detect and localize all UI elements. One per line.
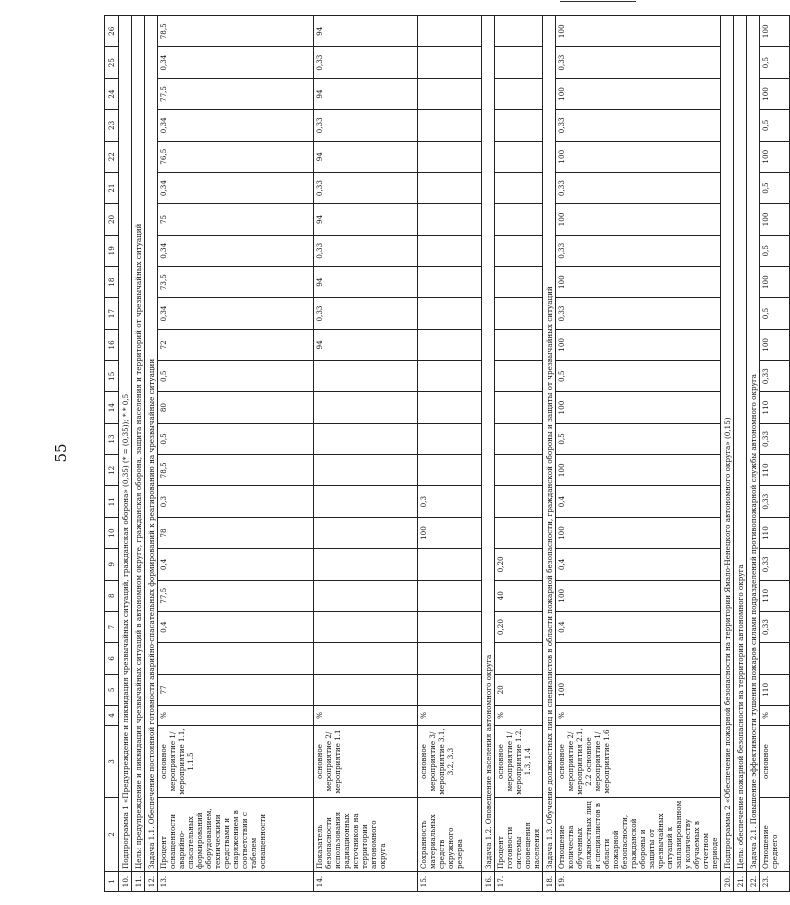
basis-cell: основное мероприятие 3/ мероприятие 3.1, 3.2, 3.3	[418, 726, 482, 798]
value-cell	[495, 643, 543, 674]
value-cell	[495, 16, 543, 47]
row-number: 17.	[495, 872, 543, 892]
value-cell: 100	[418, 517, 482, 548]
value-cell: 0,3	[158, 486, 314, 517]
value-cell: 0,33	[314, 47, 418, 78]
value-cell	[314, 580, 418, 611]
value-cell	[314, 611, 418, 642]
value-cell	[418, 392, 482, 423]
header-cell: 10	[105, 517, 119, 548]
value-cell: 0,33	[314, 172, 418, 203]
section-title: Задача 1.3. Обучение должностных лиц и специалистов в области пожарной безопасности, гражданской обороны и защиты от чрезвычайных ситуаций	[543, 16, 556, 872]
value-cell: 94	[314, 329, 418, 360]
section-row	[734, 16, 747, 892]
value-cell: 110	[760, 580, 790, 611]
indicator-name: Сохранность материальных средств окружного резерва	[418, 798, 482, 872]
value-cell: 77	[158, 674, 314, 705]
header-cell: 4	[105, 706, 119, 726]
value-cell	[760, 643, 790, 674]
value-cell: 100	[760, 78, 790, 109]
section-title: Задача 2.1. Повышение эффективности тушения пожаров силами подразделений противопожарной службы автономного округа	[747, 16, 760, 872]
value-cell	[418, 455, 482, 486]
value-cell	[314, 392, 418, 423]
value-cell: 110	[760, 455, 790, 486]
value-cell	[495, 235, 543, 266]
value-cell: 0,33	[556, 298, 721, 329]
value-cell: 100	[556, 204, 721, 235]
header-cell: 9	[105, 549, 119, 580]
value-cell	[418, 329, 482, 360]
rotated-table	[104, 16, 779, 892]
indicator-name: Процент оснащенности аварийно-спасательных формирований оборудованием, техническими средствами и снаряжением в соответствии с табелем оснащенности	[158, 798, 314, 872]
value-cell: 110	[760, 392, 790, 423]
value-cell: 72	[158, 329, 314, 360]
section-title: Задача 1.2. Оповещение населения автономного округа	[482, 16, 495, 872]
value-cell	[495, 298, 543, 329]
value-cell	[495, 266, 543, 297]
value-cell	[314, 517, 418, 548]
indicator-name: Отношение количества обученных должностных лиц и специалистов в области пожарной безопасности, гражданской обороны и защиты от чрезвычайных ситуаций к запланированному количеству обучаемых в отчетном периоде	[556, 798, 721, 872]
value-cell: 100	[556, 141, 721, 172]
basis-cell: основное мероприятие 2/ мероприятия 2.1, 2.2 основное мероприятие 1/ мероприятие 1.6	[556, 726, 721, 798]
table-row	[760, 16, 790, 892]
header-cell: 21	[105, 172, 119, 203]
value-cell	[314, 455, 418, 486]
header-cell: 17	[105, 298, 119, 329]
top-rule	[560, 1, 636, 2]
basis-cell: основное мероприятие 1/ мероприятие 1.1, 1.1.5	[158, 726, 314, 798]
header-cell: 22	[105, 141, 119, 172]
header-cell: 11	[105, 486, 119, 517]
value-cell: 100	[760, 266, 790, 297]
header-cell: 26	[105, 16, 119, 47]
section-title: Задача 1.1. Обеспечение постоянной готовности аварийно-спасательных формирований к реагированию на чрезвычайные ситуации	[145, 16, 158, 872]
value-cell: 0,33	[760, 611, 790, 642]
value-cell: 100	[556, 392, 721, 423]
value-cell	[314, 643, 418, 674]
value-cell	[495, 110, 543, 141]
indicators-table	[104, 15, 790, 892]
value-cell	[418, 16, 482, 47]
value-cell: 100	[556, 16, 721, 47]
page-number: 55	[52, 443, 70, 463]
value-cell: 100	[556, 455, 721, 486]
section-title: Цель: предупреждение и ликвидация чрезвычайных ситуаций в автономном округе, гражданская оборона, защита населения и территорий от чрезвычайных ситуаций	[132, 16, 145, 872]
value-cell: 0,33	[760, 549, 790, 580]
table-row	[418, 16, 482, 892]
value-cell: 76,5	[158, 141, 314, 172]
value-cell: 100	[760, 141, 790, 172]
value-cell	[495, 172, 543, 203]
value-cell	[314, 674, 418, 705]
value-cell: 0,33	[760, 361, 790, 392]
value-cell: 100	[556, 580, 721, 611]
value-cell	[418, 141, 482, 172]
value-cell	[418, 47, 482, 78]
value-cell: 0,4	[158, 549, 314, 580]
unit-cell: %	[760, 706, 790, 726]
value-cell	[418, 204, 482, 235]
value-cell: 0,5	[760, 172, 790, 203]
value-cell: 0,5	[760, 298, 790, 329]
header-cell: 13	[105, 423, 119, 454]
row-number: 15.	[418, 872, 482, 892]
value-cell: 0,5	[760, 235, 790, 266]
value-cell	[418, 235, 482, 266]
value-cell: 0,33	[556, 110, 721, 141]
value-cell: 80	[158, 392, 314, 423]
value-cell	[418, 549, 482, 580]
header-row	[105, 16, 119, 892]
value-cell: 0,20	[495, 549, 543, 580]
value-cell: 100	[556, 266, 721, 297]
value-cell	[158, 643, 314, 674]
value-cell: 94	[314, 204, 418, 235]
value-cell: 0,5	[556, 423, 721, 454]
value-cell: 0,33	[314, 110, 418, 141]
section-row	[747, 16, 760, 892]
value-cell: 0,33	[556, 172, 721, 203]
value-cell: 78	[158, 517, 314, 548]
value-cell	[418, 580, 482, 611]
basis-cell: основное мероприятие 1/ мероприятие 1.2, 1.3, 1.4	[495, 726, 543, 798]
header-cell: 19	[105, 235, 119, 266]
value-cell	[418, 298, 482, 329]
header-cell: 7	[105, 611, 119, 642]
header-cell: 23	[105, 110, 119, 141]
value-cell	[314, 486, 418, 517]
unit-cell: %	[556, 706, 721, 726]
section-title: Цель: обеспечение пожарной безопасности на территории автономного округа	[734, 16, 747, 872]
unit-cell: %	[314, 706, 418, 726]
header-cell: 16	[105, 329, 119, 360]
value-cell	[495, 423, 543, 454]
value-cell: 0,4	[556, 549, 721, 580]
value-cell: 100	[556, 517, 721, 548]
table-row	[314, 16, 418, 892]
value-cell	[418, 172, 482, 203]
value-cell: 0,5	[158, 361, 314, 392]
value-cell: 78,5	[158, 16, 314, 47]
value-cell: 0,3	[418, 486, 482, 517]
section-row	[543, 16, 556, 892]
section-row	[721, 16, 734, 892]
header-cell: 14	[105, 392, 119, 423]
header-cell: 5	[105, 674, 119, 705]
value-cell: 73,5	[158, 266, 314, 297]
header-cell: 1	[105, 872, 119, 892]
header-cell: 6	[105, 643, 119, 674]
value-cell: 0,34	[158, 172, 314, 203]
value-cell: 78,5	[158, 455, 314, 486]
basis-cell: основное	[760, 726, 790, 798]
section-title: Подпрограмма 2 «Обеспечение пожарной безопасности на территории Ямало-Ненецкого автономного округа» (0,15)	[721, 16, 734, 872]
value-cell	[418, 674, 482, 705]
value-cell: 0,4	[556, 486, 721, 517]
value-cell	[314, 423, 418, 454]
row-number: 20.	[721, 872, 734, 892]
value-cell: 40	[495, 580, 543, 611]
value-cell: 94	[314, 78, 418, 109]
value-cell	[418, 110, 482, 141]
value-cell	[495, 47, 543, 78]
value-cell: 100	[556, 78, 721, 109]
row-number: 13.	[158, 872, 314, 892]
table-row	[495, 16, 543, 892]
value-cell	[418, 423, 482, 454]
value-cell: 110	[760, 517, 790, 548]
indicator-name: Отношение среднего	[760, 798, 790, 872]
row-number: 22.	[747, 872, 760, 892]
value-cell: 0,5	[760, 110, 790, 141]
value-cell: 75	[158, 204, 314, 235]
row-number: 14.	[314, 872, 418, 892]
value-cell: 77,5	[158, 580, 314, 611]
header-cell: 2	[105, 798, 119, 872]
header-cell: 15	[105, 361, 119, 392]
value-cell: 0,34	[158, 235, 314, 266]
value-cell: 0,4	[556, 611, 721, 642]
row-number: 18.	[543, 872, 556, 892]
header-cell: 25	[105, 47, 119, 78]
value-cell	[418, 78, 482, 109]
section-row	[145, 16, 158, 892]
value-cell: 0,33	[760, 423, 790, 454]
row-number: 10.	[119, 872, 132, 892]
value-cell	[495, 486, 543, 517]
value-cell: 94	[314, 141, 418, 172]
value-cell: 0,5	[158, 423, 314, 454]
value-cell: 0,33	[314, 235, 418, 266]
value-cell: 0,33	[760, 486, 790, 517]
unit-cell: %	[495, 706, 543, 726]
value-cell	[495, 455, 543, 486]
value-cell: 20	[495, 674, 543, 705]
value-cell	[418, 643, 482, 674]
value-cell	[495, 141, 543, 172]
value-cell: 100	[556, 329, 721, 360]
value-cell	[418, 266, 482, 297]
indicator-name: Процент готовности системы оповещения населения	[495, 798, 543, 872]
table-row	[556, 16, 721, 892]
header-cell: 8	[105, 580, 119, 611]
header-cell: 3	[105, 726, 119, 798]
header-cell: 18	[105, 266, 119, 297]
unit-cell: %	[158, 706, 314, 726]
value-cell: 110	[760, 674, 790, 705]
row-number: 12.	[145, 872, 158, 892]
section-row	[119, 16, 132, 892]
value-cell	[495, 517, 543, 548]
header-cell: 20	[105, 204, 119, 235]
value-cell	[418, 611, 482, 642]
row-number: 11.	[132, 872, 145, 892]
value-cell: 100	[760, 329, 790, 360]
value-cell: 0,33	[556, 47, 721, 78]
value-cell: 100	[556, 674, 721, 705]
header-cell: 24	[105, 78, 119, 109]
value-cell: 0,5	[760, 47, 790, 78]
value-cell	[314, 549, 418, 580]
value-cell: 0,34	[158, 298, 314, 329]
rotated-table-area	[104, 16, 779, 892]
value-cell: 100	[760, 204, 790, 235]
row-number: 19.	[556, 872, 721, 892]
value-cell	[495, 329, 543, 360]
section-row	[482, 16, 495, 892]
row-number: 23.	[760, 872, 790, 892]
value-cell: 0,33	[314, 298, 418, 329]
value-cell: 0,34	[158, 47, 314, 78]
value-cell: 0,33	[556, 235, 721, 266]
value-cell: 0,20	[495, 611, 543, 642]
value-cell	[495, 78, 543, 109]
value-cell: 77,5	[158, 78, 314, 109]
section-row	[132, 16, 145, 892]
value-cell: 100	[760, 16, 790, 47]
value-cell	[495, 204, 543, 235]
value-cell: 0,4	[158, 611, 314, 642]
row-number: 16.	[482, 872, 495, 892]
basis-cell: основное мероприятие 2/ мероприятие 1.1	[314, 726, 418, 798]
row-number: 21.	[734, 872, 747, 892]
value-cell	[418, 361, 482, 392]
value-cell: 0,5	[556, 361, 721, 392]
value-cell: 94	[314, 16, 418, 47]
value-cell: 94	[314, 266, 418, 297]
table-row	[158, 16, 314, 892]
value-cell	[495, 361, 543, 392]
value-cell	[314, 361, 418, 392]
unit-cell: %	[418, 706, 482, 726]
indicator-name: Показатель безопасности использования радиационных источников на территории автономного округа	[314, 798, 418, 872]
value-cell: 0,34	[158, 110, 314, 141]
section-title: Подпрограмма 1 «Предупреждение и ликвидация чрезвычайных ситуаций, гражданская оборона» (0,35) (* = (0,35)); * * 0,5	[119, 16, 132, 872]
value-cell	[556, 643, 721, 674]
value-cell	[495, 392, 543, 423]
header-cell: 12	[105, 455, 119, 486]
